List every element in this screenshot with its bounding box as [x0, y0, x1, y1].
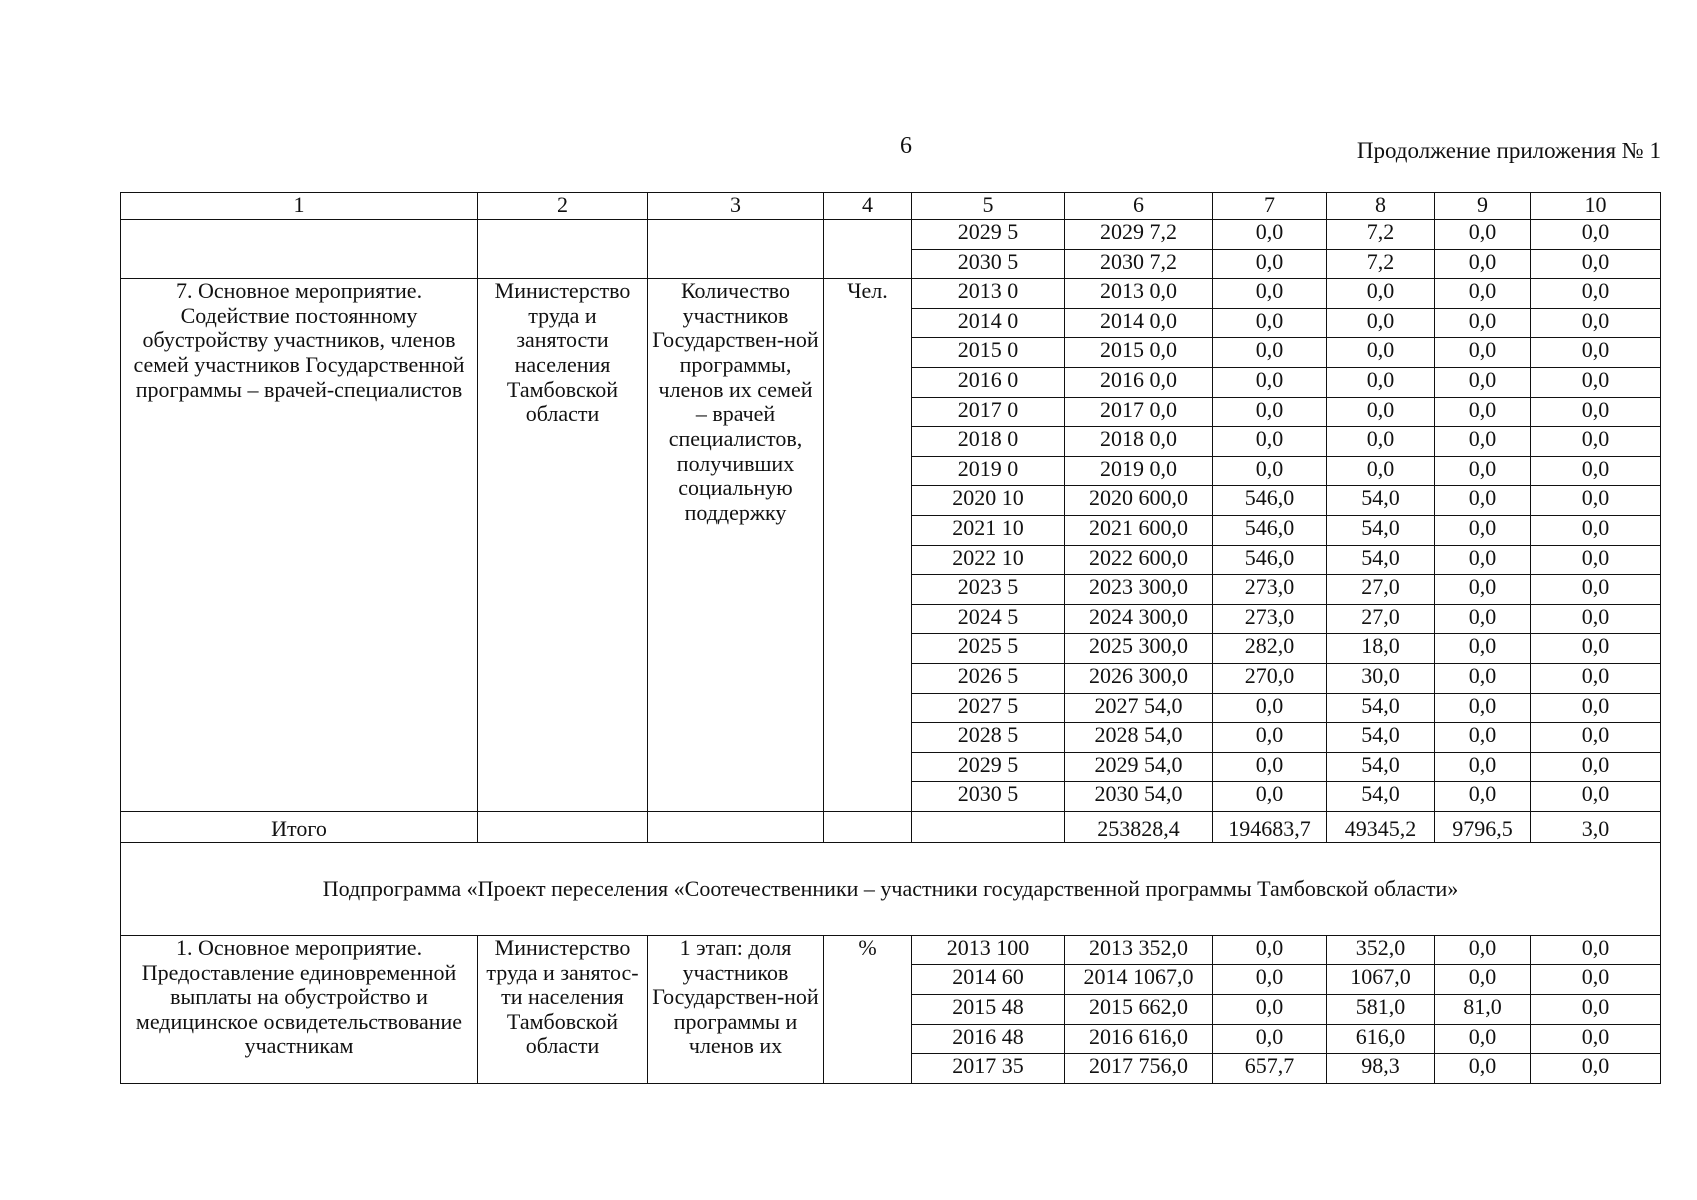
other-cell: 0,0 — [1531, 1024, 1661, 1054]
other-cell: 0,0 — [1531, 1054, 1661, 1084]
year-indicator-cell: 2016 48 — [912, 1024, 1065, 1054]
other-cell: 0,0 — [1531, 782, 1661, 812]
year-funding-cell: 2021 600,0 — [1065, 515, 1213, 545]
federal-cell: 0,0 — [1213, 279, 1327, 309]
year-funding-cell: 2025 300,0 — [1065, 634, 1213, 664]
federal-cell: 0,0 — [1213, 456, 1327, 486]
subprogram-title: Подпрограмма «Проект переселения «Соотечественники – участники государственной программы Тамбовской области» — [121, 842, 1661, 935]
regional-cell: 0,0 — [1327, 367, 1435, 397]
other-cell: 0,0 — [1531, 249, 1661, 279]
total-federal-cell: 194683,7 — [1213, 811, 1327, 842]
year-funding-cell: 2015 662,0 — [1065, 995, 1213, 1025]
federal-cell: 270,0 — [1213, 663, 1327, 693]
regional-cell: 54,0 — [1327, 545, 1435, 575]
federal-cell: 0,0 — [1213, 308, 1327, 338]
federal-cell: 273,0 — [1213, 575, 1327, 605]
other-cell: 0,0 — [1531, 995, 1661, 1025]
year-indicator-cell: 2024 5 — [912, 604, 1065, 634]
local-cell: 0,0 — [1435, 575, 1531, 605]
executor-cell: Министерство труда и занятости населения Тамбовской области — [478, 279, 648, 812]
year-indicator-cell: 2026 5 — [912, 663, 1065, 693]
year-indicator-cell: 2030 5 — [912, 782, 1065, 812]
header-cell: 8 — [1327, 193, 1435, 220]
empty-cell — [478, 811, 648, 842]
empty-cell — [824, 811, 912, 842]
federal-cell: 0,0 — [1213, 723, 1327, 753]
header-cell: 4 — [824, 193, 912, 220]
regional-cell: 27,0 — [1327, 575, 1435, 605]
regional-cell: 0,0 — [1327, 338, 1435, 368]
regional-cell: 7,2 — [1327, 220, 1435, 250]
header-cell: 5 — [912, 193, 1065, 220]
year-indicator-cell: 2015 48 — [912, 995, 1065, 1025]
other-cell: 0,0 — [1531, 604, 1661, 634]
other-cell: 0,0 — [1531, 308, 1661, 338]
table-row — [121, 220, 1661, 250]
regional-cell: 18,0 — [1327, 634, 1435, 664]
other-cell: 0,0 — [1531, 220, 1661, 250]
header-row — [121, 193, 1661, 220]
federal-cell: 0,0 — [1213, 752, 1327, 782]
local-cell: 0,0 — [1435, 515, 1531, 545]
executor-cell: Министерство труда и занятос-ти населения Тамбовской области — [478, 935, 648, 1083]
total-other-cell: 3,0 — [1531, 811, 1661, 842]
year-funding-cell: 2028 54,0 — [1065, 723, 1213, 753]
header-cell: 2 — [478, 193, 648, 220]
other-cell: 0,0 — [1531, 935, 1661, 965]
federal-cell: 0,0 — [1213, 220, 1327, 250]
year-funding-cell: 2019 0,0 — [1065, 456, 1213, 486]
header-cell: 1 — [121, 193, 478, 220]
federal-cell: 282,0 — [1213, 634, 1327, 664]
local-cell: 0,0 — [1435, 1024, 1531, 1054]
year-funding-cell: 2016 616,0 — [1065, 1024, 1213, 1054]
local-cell: 0,0 — [1435, 693, 1531, 723]
year-indicator-cell: 2027 5 — [912, 693, 1065, 723]
header-cell: 9 — [1435, 193, 1531, 220]
other-cell: 0,0 — [1531, 965, 1661, 995]
regional-cell: 98,3 — [1327, 1054, 1435, 1084]
federal-cell: 273,0 — [1213, 604, 1327, 634]
regional-cell: 352,0 — [1327, 935, 1435, 965]
regional-cell: 0,0 — [1327, 427, 1435, 457]
other-cell: 0,0 — [1531, 634, 1661, 664]
other-cell: 0,0 — [1531, 397, 1661, 427]
federal-cell: 0,0 — [1213, 782, 1327, 812]
federal-cell: 0,0 — [1213, 249, 1327, 279]
year-indicator-cell: 2019 0 — [912, 456, 1065, 486]
federal-cell: 0,0 — [1213, 995, 1327, 1025]
year-indicator-cell: 2028 5 — [912, 723, 1065, 753]
local-cell: 0,0 — [1435, 752, 1531, 782]
measure-name-cell — [121, 220, 478, 279]
year-indicator-cell: 2020 10 — [912, 486, 1065, 516]
year-funding-cell: 2014 0,0 — [1065, 308, 1213, 338]
continuation-label: Продолжение приложения № 1 — [1356, 138, 1661, 163]
empty-cell — [648, 811, 824, 842]
federal-cell: 0,0 — [1213, 693, 1327, 723]
year-funding-cell: 2018 0,0 — [1065, 427, 1213, 457]
year-funding-cell: 2017 0,0 — [1065, 397, 1213, 427]
other-cell: 0,0 — [1531, 663, 1661, 693]
year-funding-cell: 2014 1067,0 — [1065, 965, 1213, 995]
year-funding-cell: 2017 756,0 — [1065, 1054, 1213, 1084]
year-funding-cell: 2030 54,0 — [1065, 782, 1213, 812]
year-funding-cell: 2029 7,2 — [1065, 220, 1213, 250]
local-cell: 0,0 — [1435, 604, 1531, 634]
year-funding-cell: 2013 0,0 — [1065, 279, 1213, 309]
unit-cell — [824, 220, 912, 279]
total-local-cell: 9796,5 — [1435, 811, 1531, 842]
local-cell: 0,0 — [1435, 1054, 1531, 1084]
regional-cell: 0,0 — [1327, 308, 1435, 338]
local-cell: 0,0 — [1435, 486, 1531, 516]
regional-cell: 54,0 — [1327, 782, 1435, 812]
header-cell: 6 — [1065, 193, 1213, 220]
regional-cell: 54,0 — [1327, 515, 1435, 545]
federal-cell: 0,0 — [1213, 427, 1327, 457]
year-funding-cell: 2024 300,0 — [1065, 604, 1213, 634]
local-cell: 0,0 — [1435, 663, 1531, 693]
regional-cell: 54,0 — [1327, 486, 1435, 516]
year-indicator-cell: 2016 0 — [912, 367, 1065, 397]
other-cell: 0,0 — [1531, 427, 1661, 457]
federal-cell: 0,0 — [1213, 338, 1327, 368]
federal-cell: 546,0 — [1213, 545, 1327, 575]
other-cell: 0,0 — [1531, 279, 1661, 309]
year-funding-cell: 2020 600,0 — [1065, 486, 1213, 516]
federal-cell: 546,0 — [1213, 515, 1327, 545]
regional-cell: 54,0 — [1327, 723, 1435, 753]
regional-cell: 54,0 — [1327, 693, 1435, 723]
regional-cell: 616,0 — [1327, 1024, 1435, 1054]
year-indicator-cell: 2030 5 — [912, 249, 1065, 279]
header-cell: 10 — [1531, 193, 1661, 220]
table-body — [121, 193, 1661, 1084]
year-indicator-cell: 2017 35 — [912, 1054, 1065, 1084]
table-row — [121, 279, 1661, 309]
year-funding-cell: 2030 7,2 — [1065, 249, 1213, 279]
year-funding-cell: 2016 0,0 — [1065, 367, 1213, 397]
other-cell: 0,0 — [1531, 515, 1661, 545]
regional-cell: 0,0 — [1327, 279, 1435, 309]
local-cell: 0,0 — [1435, 545, 1531, 575]
other-cell: 0,0 — [1531, 575, 1661, 605]
empty-cell — [912, 811, 1065, 842]
local-cell: 0,0 — [1435, 367, 1531, 397]
federal-cell: 657,7 — [1213, 1054, 1327, 1084]
other-cell: 0,0 — [1531, 367, 1661, 397]
year-funding-cell: 2013 352,0 — [1065, 935, 1213, 965]
other-cell: 0,0 — [1531, 545, 1661, 575]
local-cell: 0,0 — [1435, 397, 1531, 427]
local-cell: 0,0 — [1435, 782, 1531, 812]
page-number: 6 — [900, 133, 912, 159]
year-indicator-cell: 2014 0 — [912, 308, 1065, 338]
indicator-cell — [648, 220, 824, 279]
total-funding-cell: 253828,4 — [1065, 811, 1213, 842]
year-funding-cell: 2023 300,0 — [1065, 575, 1213, 605]
local-cell: 0,0 — [1435, 723, 1531, 753]
local-cell: 0,0 — [1435, 338, 1531, 368]
year-indicator-cell: 2015 0 — [912, 338, 1065, 368]
year-indicator-cell: 2029 5 — [912, 220, 1065, 250]
federal-cell: 546,0 — [1213, 486, 1327, 516]
local-cell: 0,0 — [1435, 427, 1531, 457]
federal-cell: 0,0 — [1213, 935, 1327, 965]
year-funding-cell: 2026 300,0 — [1065, 663, 1213, 693]
local-cell: 0,0 — [1435, 308, 1531, 338]
federal-cell: 0,0 — [1213, 397, 1327, 427]
year-funding-cell: 2022 600,0 — [1065, 545, 1213, 575]
local-cell: 0,0 — [1435, 220, 1531, 250]
year-indicator-cell: 2013 0 — [912, 279, 1065, 309]
year-indicator-cell: 2013 100 — [912, 935, 1065, 965]
other-cell: 0,0 — [1531, 693, 1661, 723]
regional-cell: 1067,0 — [1327, 965, 1435, 995]
other-cell: 0,0 — [1531, 338, 1661, 368]
other-cell: 0,0 — [1531, 752, 1661, 782]
regional-cell: 54,0 — [1327, 752, 1435, 782]
measure-name-cell: 7. Основное мероприятие. Содействие постоянному обустройству участников, членов семей участников Государственной программы – врачей-специалистов — [121, 279, 478, 812]
total-row — [121, 811, 1661, 842]
year-indicator-cell: 2025 5 — [912, 634, 1065, 664]
year-funding-cell: 2029 54,0 — [1065, 752, 1213, 782]
year-indicator-cell: 2014 60 — [912, 965, 1065, 995]
regional-cell: 30,0 — [1327, 663, 1435, 693]
local-cell: 0,0 — [1435, 935, 1531, 965]
unit-cell: Чел. — [824, 279, 912, 812]
year-indicator-cell: 2017 0 — [912, 397, 1065, 427]
unit-cell: % — [824, 935, 912, 1083]
local-cell: 0,0 — [1435, 249, 1531, 279]
federal-cell: 0,0 — [1213, 965, 1327, 995]
header-cell: 3 — [648, 193, 824, 220]
year-funding-cell: 2027 54,0 — [1065, 693, 1213, 723]
regional-cell: 581,0 — [1327, 995, 1435, 1025]
header-cell: 7 — [1213, 193, 1327, 220]
indicator-cell: 1 этап: доля участников Государствен-ной программы и членов их — [648, 935, 824, 1083]
regional-cell: 27,0 — [1327, 604, 1435, 634]
local-cell: 81,0 — [1435, 995, 1531, 1025]
total-label: Итого — [121, 811, 478, 842]
year-indicator-cell: 2023 5 — [912, 575, 1065, 605]
year-indicator-cell: 2021 10 — [912, 515, 1065, 545]
local-cell: 0,0 — [1435, 279, 1531, 309]
total-regional-cell: 49345,2 — [1327, 811, 1435, 842]
year-indicator-cell: 2022 10 — [912, 545, 1065, 575]
table-row — [121, 935, 1661, 965]
local-cell: 0,0 — [1435, 965, 1531, 995]
year-funding-cell: 2015 0,0 — [1065, 338, 1213, 368]
federal-cell: 0,0 — [1213, 1024, 1327, 1054]
federal-cell: 0,0 — [1213, 367, 1327, 397]
local-cell: 0,0 — [1435, 456, 1531, 486]
other-cell: 0,0 — [1531, 456, 1661, 486]
subprogram-row — [121, 842, 1661, 935]
regional-cell: 0,0 — [1327, 397, 1435, 427]
regional-cell: 0,0 — [1327, 456, 1435, 486]
appendix-table — [120, 192, 1661, 1084]
local-cell: 0,0 — [1435, 634, 1531, 664]
year-indicator-cell: 2029 5 — [912, 752, 1065, 782]
regional-cell: 7,2 — [1327, 249, 1435, 279]
other-cell: 0,0 — [1531, 486, 1661, 516]
other-cell: 0,0 — [1531, 723, 1661, 753]
indicator-cell: Количество участников Государствен-ной программы, членов их семей – врачей специалистов, получивших социальную поддержку — [648, 279, 824, 812]
executor-cell — [478, 220, 648, 279]
measure-name-cell: 1. Основное мероприятие. Предоставление единовременной выплаты на обустройство и медицинское освидетельствование участникам — [121, 935, 478, 1083]
year-indicator-cell: 2018 0 — [912, 427, 1065, 457]
